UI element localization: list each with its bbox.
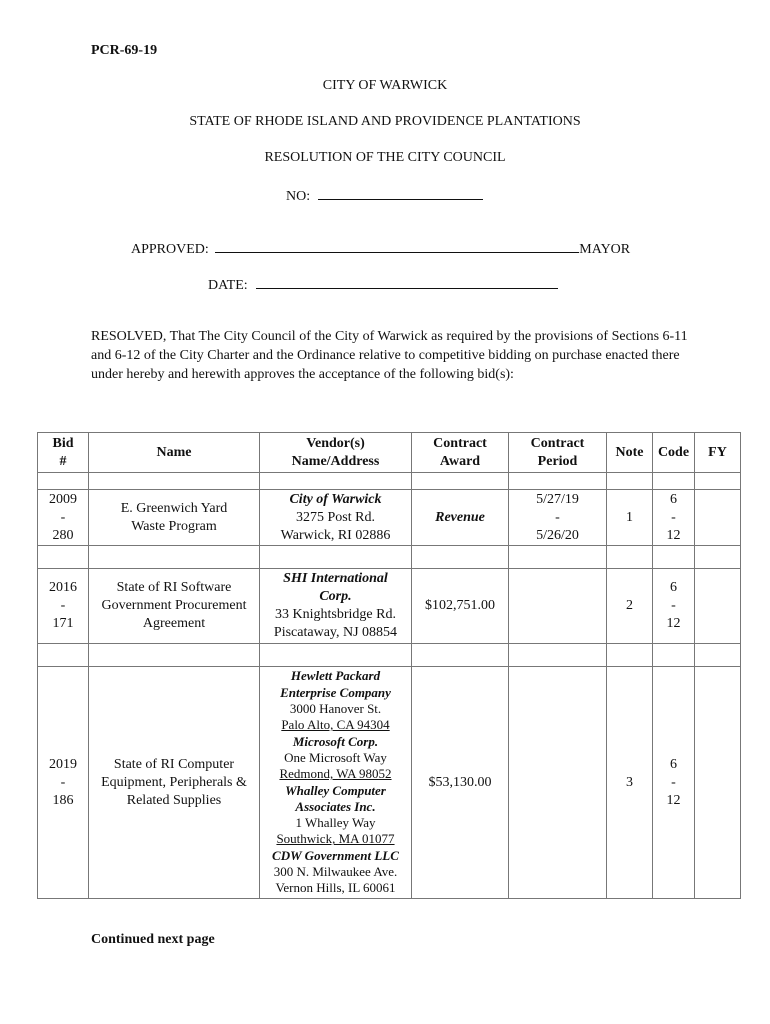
approved-line [131, 238, 630, 258]
cell-code: 6 - 12 [653, 667, 695, 899]
header-period: Contract Period [509, 433, 607, 473]
date-line [208, 274, 558, 294]
cell-fy [695, 490, 741, 546]
resolution-number-blank [318, 185, 483, 200]
cell-note: 3 [607, 667, 653, 899]
cell-period: 5/27/19 - 5/26/20 [509, 490, 607, 546]
continued-note: Continued next page [91, 932, 215, 947]
resolution-number-label: NO: [286, 189, 311, 204]
table-header-row [38, 433, 741, 473]
cell-award: Revenue [412, 490, 509, 546]
spacer-row [38, 644, 741, 667]
cell-bid: 2016 - 171 [38, 569, 89, 644]
resolution-heading: RESOLUTION OF THE CITY COUNCIL [264, 150, 506, 165]
cell-code: 6 - 12 [653, 490, 695, 546]
spacer-row [38, 473, 741, 490]
spacer-row [38, 546, 741, 569]
resolution-number-line [286, 185, 483, 205]
document-code: PCR-69-19 [91, 43, 158, 58]
cell-period [509, 569, 607, 644]
cell-award: $102,751.00 [412, 569, 509, 644]
header-fy: FY [695, 433, 741, 473]
table-row [38, 569, 741, 644]
cell-name: E. Greenwich Yard Waste Program [89, 490, 260, 546]
cell-name: State of RI Software Government Procurement Agreement [89, 569, 260, 644]
cell-vendor: Hewlett Packard Enterprise Company 3000 Hanover St. Palo Alto, CA 94304 Microsoft Corp. One Microsoft Way Redmond, WA 98052 Whalley Computer Associates Inc. 1 Whalley Way Southwick, MA 01077 CDW Government LLC 300 N. Milwaukee Ave. Vernon Hills, IL 60061 [260, 667, 412, 899]
header-note: Note [607, 433, 653, 473]
approved-label: APPROVED: [131, 242, 209, 257]
city-heading: CITY OF WARWICK [322, 78, 448, 93]
cell-note: 2 [607, 569, 653, 644]
mayor-label: MAYOR [579, 242, 631, 257]
cell-name: State of RI Computer Equipment, Peripherals & Related Supplies [89, 667, 260, 899]
header-bid: Bid # [38, 433, 89, 473]
cell-bid: 2019 - 186 [38, 667, 89, 899]
cell-bid: 2009 - 280 [38, 490, 89, 546]
date-blank [256, 274, 558, 289]
resolved-paragraph: RESOLVED, That The City Council of the City of Warwick as required by the provisions of Sections 6-11 and 6-12 of the City Charter and the Ordinance relative to competitive bidding on purchase enacted there under hereby and herewith approves the acceptance of the following bid(s): [91, 329, 688, 382]
table-row [38, 667, 741, 899]
date-label: DATE: [208, 278, 248, 293]
cell-fy [695, 569, 741, 644]
cell-vendor: SHI International Corp. 33 Knightsbridge Rd. Piscataway, NJ 08854 [260, 569, 412, 644]
cell-code: 6 - 12 [653, 569, 695, 644]
cell-award: $53,130.00 [412, 667, 509, 899]
bids-table [37, 432, 741, 899]
cell-period [509, 667, 607, 899]
table-row [38, 490, 741, 546]
approved-signature-blank [215, 238, 579, 253]
header-code: Code [653, 433, 695, 473]
state-heading: STATE OF RHODE ISLAND AND PROVIDENCE PLANTATIONS [189, 114, 581, 129]
cell-fy [695, 667, 741, 899]
header-award: Contract Award [412, 433, 509, 473]
header-name: Name [89, 433, 260, 473]
cell-vendor: City of Warwick 3275 Post Rd. Warwick, RI 02886 [260, 490, 412, 546]
cell-note: 1 [607, 490, 653, 546]
header-vendor: Vendor(s) Name/Address [260, 433, 412, 473]
